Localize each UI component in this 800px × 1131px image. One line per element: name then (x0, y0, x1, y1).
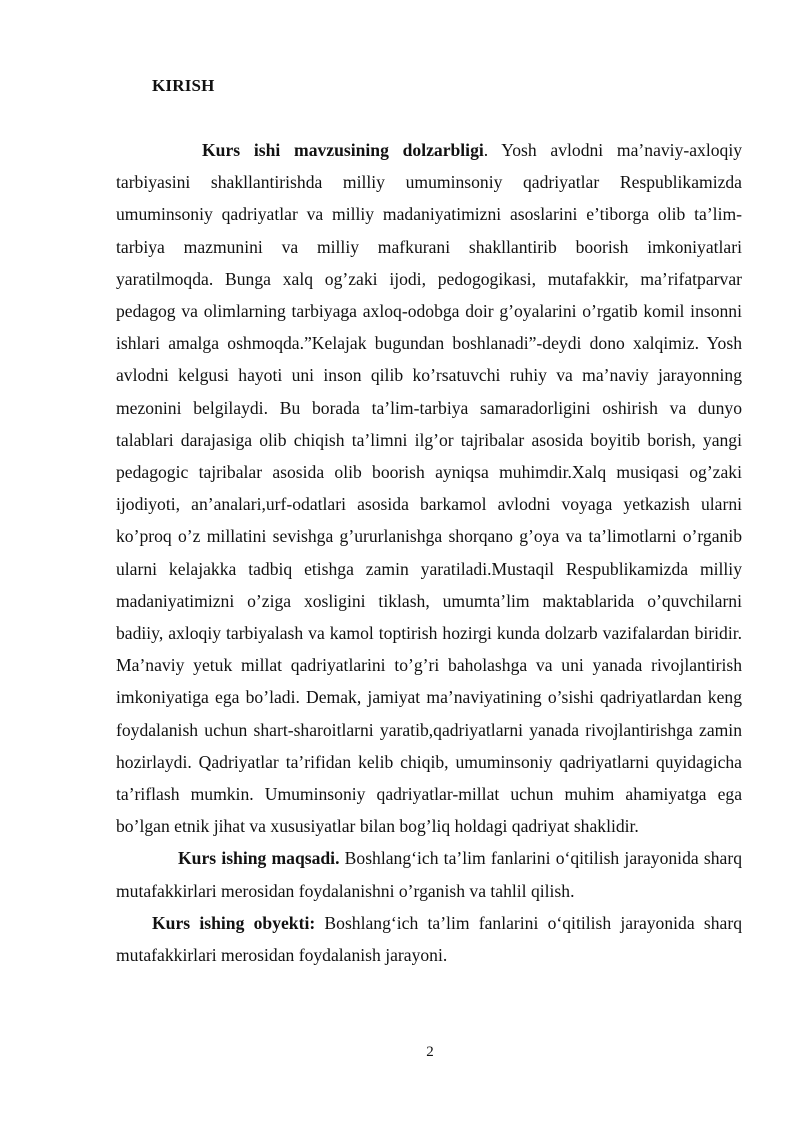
paragraph-lead: Kurs ishing maqsadi. (178, 848, 340, 869)
body-text (116, 134, 742, 971)
paragraph-goal (116, 842, 742, 906)
paragraph-lead: Kurs ishi mavzusining dolzarbligi (202, 140, 484, 160)
paragraph-lead: Kurs ishing obyekti: (152, 912, 316, 933)
paragraph-text: . Yosh avlodni ma’naviy-axloqiy tarbiyasini shakllantirishda milliy umuminsoniy qadriyatlar Respublikamizda umuminsoniy qadriyatlar va milliy madaniyatimizni asoslarini e’tiborga olib ta’lim-tarbiya mazmunini va milliy mafkurani shakllantirib boorish imkoniyatlari yaratilmoqda. Bunga xalq og’zaki ijodi, pedogogikasi, mutafakkir, ma’rifatparvar pedagog va olimlarning tarbiyaga axloq-odobga doir g’oyalarini o’rgatib komil insonni ishlari amalga oshmoqda.”Kelajak bugundan boshlanadi”-deydi dono xalqimiz. Yosh avlodni kelgusi hayoti uni inson qilib ko’rsatuvchi ruhiy va ma’naviy jarayonning mezonini belgilaydi. Bu borada ta’lim-tarbiya samaradorligini oshirish va dunyo talablari darajasiga olib chiqish ta’limni ilg’or tajribalar asosida boyitib borish, yangi pedagogic tajribalar asosida olib boorish ayniqsa muhimdir.Xalq musiqasi og’zaki ijodiyoti, an’analari,urf-odatlari asosida barkamol avlodni voyaga yetkazish ularni ko’proq o’z millatini sevishga g’ururlanishga shorqano g’oya va ta’limotlarni o’rganib ularni kelajakka tadbiq etishga zamin yaratiladi.Mustaqil Respublikamizda milliy madaniyatimizni o’ziga xosligini tiklash, umumta’lim maktablarida o’quvchilarni badiiy, axloqiy tarbiyalash va kamol toptirish hozirgi kunda dolzarb vazifalardan biridir. Ma’naviy yetuk millat qadriyatlarini to’g’ri baholashga va uni yanada rivojlantirish imkoniyatiga ega bo’ladi. Demak, jamiyat ma’naviyatining o’sishi qadriyatlardan keng foydalanish uchun shart-sharoitlarni yaratib,qadriyatlarni yanada rivojlantirishga zamin hozirlaydi. Qadriyatlar ta’rifidan kelib chiqib, umuminsoniy qadriyatlarni quyidagicha ta’riflash mumkin. Umuminsoniy qadriyatlar-millat uchun muhim ahamiyatga ega bo’lgan etnik jihat va xususiyatlar bilan bog’liq holdagi qadriyat shaklidir. (116, 140, 742, 837)
paragraph-text: Boshlang‘ich ta’lim fanlarini o‘qitilish jarayonida sharq mutafakkirlari merosidan foydalanish jarayoni. (116, 912, 742, 966)
paragraph-relevance (116, 134, 742, 842)
page-number: 2 (426, 1044, 434, 1060)
section-heading: KIRISH (152, 76, 215, 95)
paragraph-text: Boshlang‘ich ta’lim fanlarini o‘qitilish jarayonida sharq mutafakkirlari merosidan foydalanishni o’rganish va tahlil qilish. (116, 848, 742, 901)
paragraph-object (116, 907, 742, 971)
